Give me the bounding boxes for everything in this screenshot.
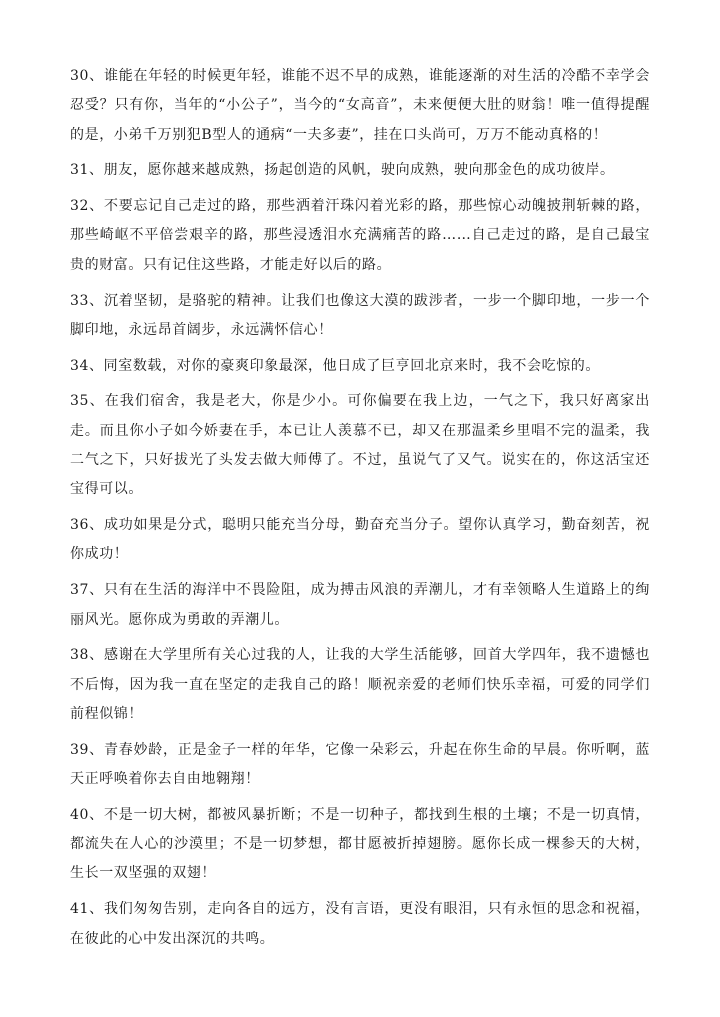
paragraph-31: 31、朋友，愿你越来越成熟，扬起创造的风帆，驶向成熟，驶向那金色的成功彼岸。 (70, 162, 615, 179)
paragraph-41: 41、我们匆匆告别，走向各自的远方，没有言语，更没有眼泪，只有永恒的思念和祝福，在彼此的心中发出深沉的共鸣。 (70, 901, 650, 947)
paragraph-35: 35、在我们宿舍，我是老大，你是少小。可你偏要在我上边，一气之下，我只好离家出走。而且你小子如今娇妻在手，本已让人羡慕不已，却又在那温柔乡里唱不完的温柔，我二气之下，只好拔光了头发去做大师傅了。不过，虽说气了又气。说实在的，你这活宝还宝得可以。 (70, 393, 650, 498)
paragraph-30: 30、谁能在年轻的时候更年轻，谁能不迟不早的成熟，谁能逐渐的对生活的冷酷不幸学会忍受？只有你，当年的“小公子”，当今的“女高音”，未来便便大肚的财翁！唯一值得提醒的是，小弟千万别犯B型人的通病“一夫多妻”，挂在口头尚可，万万不能动真格的！ (70, 68, 650, 143)
paragraph-34: 34、同室数载，对你的豪爽印象最深，他日成了巨亨回北京来时，我不会吃惊的。 (70, 357, 601, 374)
paragraph-32: 32、不要忘记自己走过的路，那些洒着汗珠闪着光彩的路，那些惊心动魄披荆斩棘的路，那些崎岖不平倍尝艰辛的路，那些浸透泪水充满痛苦的路……自己走过的路，是自己最宝贵的财富。只有记住这些路，才能走好以后的路。 (70, 198, 650, 273)
paragraph-39: 39、青春妙龄，正是金子一样的年华，它像一朵彩云，升起在你生命的早晨。你听啊，蓝天正呼唤着你去自由地翱翔！ (70, 741, 650, 788)
document-page (70, 62, 650, 960)
paragraph-40: 40、不是一切大树，都被风暴折断；不是一切种子，都找到生根的土壤；不是一切真情，都流失在人心的沙漠里；不是一切梦想，都甘愿被折掉翅膀。愿你长成一棵参天的大树，生长一双坚强的双翅！ (70, 806, 650, 882)
paragraph-36: 36、成功如果是分式，聪明只能充当分母，勤奋充当分子。望你认真学习，勤奋刻苦，祝你成功！ (70, 517, 650, 563)
paragraph-38: 38、感谢在大学里所有关心过我的人，让我的大学生活能够，回首大学四年，我不遗憾也不后悔，因为我一直在坚定的走我自己的路！顺祝亲爱的老师们快乐幸福，可爱的同学们前程似锦！ (70, 647, 650, 722)
paragraph-37: 37、只有在生活的海洋中不畏险阻，成为搏击风浪的弄潮儿，才有幸领略人生道路上的绚丽风光。愿你成为勇敢的弄潮儿。 (70, 582, 650, 628)
paragraph-33: 33、沉着坚韧，是骆驼的精神。让我们也像这大漠的跋涉者，一步一个脚印地，一步一个脚印地，永远昂首阔步，永远满怀信心！ (70, 292, 650, 338)
